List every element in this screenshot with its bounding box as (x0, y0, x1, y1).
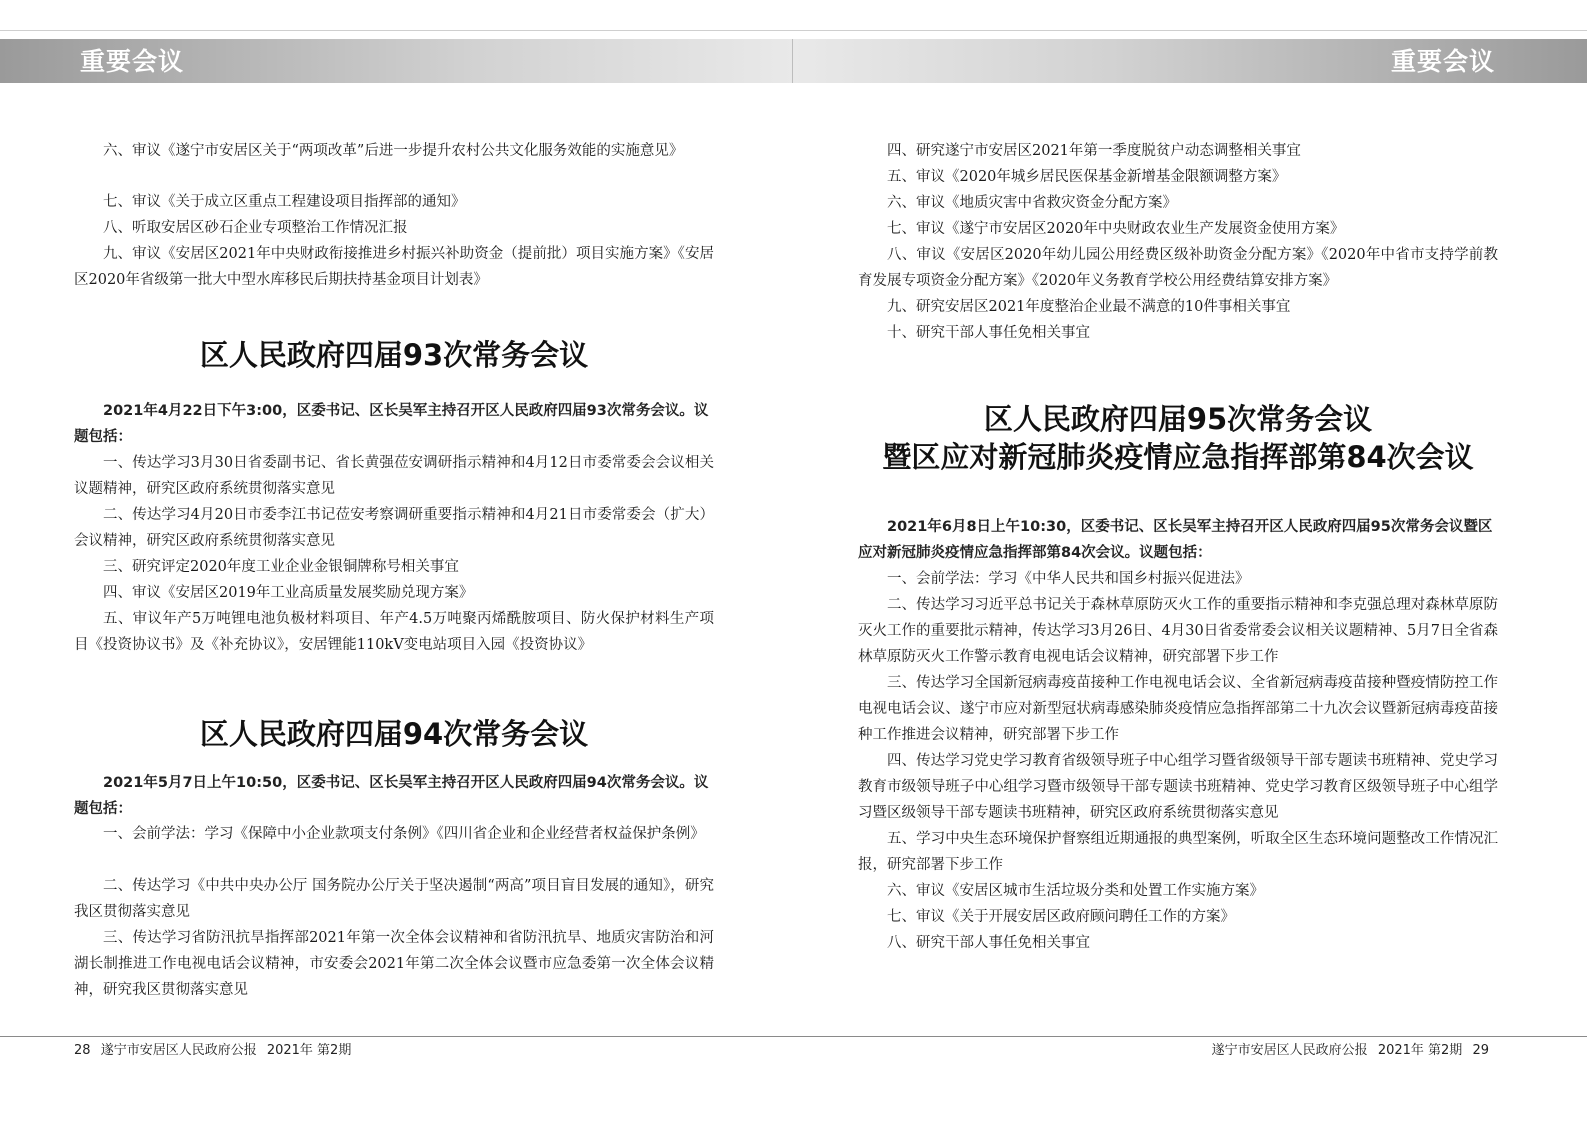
list-item: 九、研究安居区2021年度整治企业最不满意的10件事相关事宜 (887, 299, 1291, 315)
publication-name-right: 遂宁市安居区人民政府公报 (1211, 1043, 1368, 1058)
list-item: 一、会前学法：学习《保障中小企业款项支付条例》《四川省企业和企业经营者权益保护条例》 (103, 826, 705, 842)
section-title-meeting-94: 区人民政府四届94次常务会议 (199, 717, 589, 751)
issue-left: 2021年 第2期 (266, 1043, 352, 1058)
page-number-right: 29 (1472, 1043, 1489, 1058)
list-item: 五、学习中央生态环境保护督察组近期通报的典型案例，听取全区生态环境问题整改工作情况汇报，研究部署下步工作 (858, 831, 1498, 873)
page-number-left: 28 (74, 1043, 91, 1058)
spine-divider (792, 39, 793, 83)
section-title-meeting-93: 区人民政府四届93次常务会议 (199, 338, 589, 372)
list-item: 九、审议《安居区2021年中央财政衔接推进乡村振兴补助资金（提前批）项目实施方案》《安居区2020年省级第一批大中型水库移民后期扶持基金项目计划表》 (74, 246, 714, 288)
footer-right (1212, 1042, 1495, 1060)
list-item: 二、传达学习习近平总书记关于森林草原防灭火工作的重要指示精神和李克强总理对森林草原防灭火工作的重要批示精神，传达学习3月26日、4月30日省委常委会议相关议题精神、5月7日全省森林草原防灭火工作警示教育电视电话会议精神，研究部署下步工作 (858, 597, 1498, 665)
list-item: 八、研究干部人事任免相关事宜 (887, 935, 1090, 951)
list-item: 六、审议《地质灾害中省救灾资金分配方案》 (887, 195, 1177, 211)
meeting-94-meta: 2021年5月7日上午10:50，区委书记、区长吴军主持召开区人民政府四届94次常务会议。议题包括： (74, 775, 709, 817)
header-title-right: 重要会议 (1390, 47, 1495, 76)
list-item: 三、传达学习省防汛抗旱指挥部2021年第一次全体会议精神和省防汛抗旱、地质灾害防治和河湖长制推进工作电视电话会议精神，市安委会2021年第二次全体会议暨市应急委第一次全体会议精神，研究我区贯彻落实意见 (74, 930, 714, 998)
list-item: 七、审议《关于成立区重点工程建设项目指挥部的通知》 (103, 194, 466, 210)
list-item: 五、审议《2020年城乡居民医保基金新增基金限额调整方案》 (887, 169, 1287, 185)
list-item: 十、研究干部人事任免相关事宜 (887, 325, 1090, 341)
header-title-left: 重要会议 (80, 47, 185, 76)
footer-rule (0, 1036, 1587, 1037)
list-item: 四、传达学习党史学习教育省级领导班子中心组学习暨省级领导干部专题读书班精神、党史学习教育市级领导班子中心组学习暨市级领导干部专题读书班精神、党史学习教育区级领导班子中心组学习暨区级领导干部专题读书班精神，研究区政府系统贯彻落实意见 (858, 753, 1498, 821)
list-item: 六、审议《安居区城市生活垃圾分类和处置工作实施方案》 (887, 883, 1264, 899)
list-item: 八、审议《安居区2020年幼儿园公用经费区级补助资金分配方案》《2020年中省市支持学前教育发展专项资金分配方案》《2020年义务教育学校公用经费结算安排方案》 (858, 247, 1498, 289)
list-item: 三、传达学习全国新冠病毒疫苗接种工作电视电话会议、全省新冠病毒疫苗接种暨疫情防控工作电视电话会议、遂宁市应对新型冠状病毒感染肺炎疫情应急指挥部第二十九次会议暨新冠病毒疫苗接种工作推进会议精神，研究部署下步工作 (858, 675, 1498, 743)
top-rule (0, 30, 1587, 31)
list-item: 三、研究评定2020年度工业企业金银铜牌称号相关事宜 (103, 559, 459, 575)
list-item: 七、审议《关于开展安居区政府顾问聘任工作的方案》 (887, 909, 1235, 925)
meeting-93-meta: 2021年4月22日下午3:00，区委书记、区长吴军主持召开区人民政府四届93次常务会议。议题包括： (74, 403, 709, 445)
section-title-meeting-95-line1: 区人民政府四届95次常务会议 (983, 402, 1373, 436)
header-band (0, 39, 1587, 83)
list-item: 四、审议《安居区2019年工业高质量发展奖励兑现方案》 (103, 585, 474, 601)
list-item: 七、审议《遂宁市安居区2020年中央财政农业生产发展资金使用方案》 (887, 221, 1345, 237)
list-item: 二、传达学习4月20日市委李江书记莅安考察调研重要指示精神和4月21日市委常委会（扩大）会议精神，研究区政府系统贯彻落实意见 (74, 507, 714, 549)
publication-name-left: 遂宁市安居区人民政府公报 (100, 1043, 257, 1058)
list-item: 四、研究遂宁市安居区2021年第一季度脱贫户动态调整相关事宜 (887, 143, 1301, 159)
list-item: 六、审议《遂宁市安居区关于“两项改革”后进一步提升农村公共文化服务效能的实施意见》 (103, 143, 684, 159)
list-item: 二、传达学习《中共中央办公厅 国务院办公厅关于坚决遏制“两高”项目盲目发展的通知》，研究我区贯彻落实意见 (74, 878, 714, 920)
list-item: 八、听取安居区砂石企业专项整治工作情况汇报 (103, 220, 408, 236)
meeting-95-meta: 2021年6月8日上午10:30，区委书记、区长吴军主持召开区人民政府四届95次常务会议暨区应对新冠肺炎疫情应急指挥部第84次会议。议题包括： (858, 519, 1493, 561)
footer-left (74, 1042, 357, 1060)
list-item: 一、会前学法：学习《中华人民共和国乡村振兴促进法》 (887, 571, 1250, 587)
section-title-meeting-95-line2: 暨区应对新冠肺炎疫情应急指挥部第84次会议 (882, 440, 1474, 474)
list-item: 五、审议年产5万吨锂电池负极材料项目、年产4.5万吨聚丙烯酰胺项目、防火保护材料生产项目《投资协议书》及《补充协议》，安居锂能110kV变电站项目入园《投资协议》 (74, 611, 714, 653)
list-item: 一、传达学习3月30日省委副书记、省长黄强莅安调研指示精神和4月12日市委常委会会议相关议题精神，研究区政府系统贯彻落实意见 (74, 455, 714, 497)
issue-right: 2021年 第2期 (1377, 1043, 1463, 1058)
